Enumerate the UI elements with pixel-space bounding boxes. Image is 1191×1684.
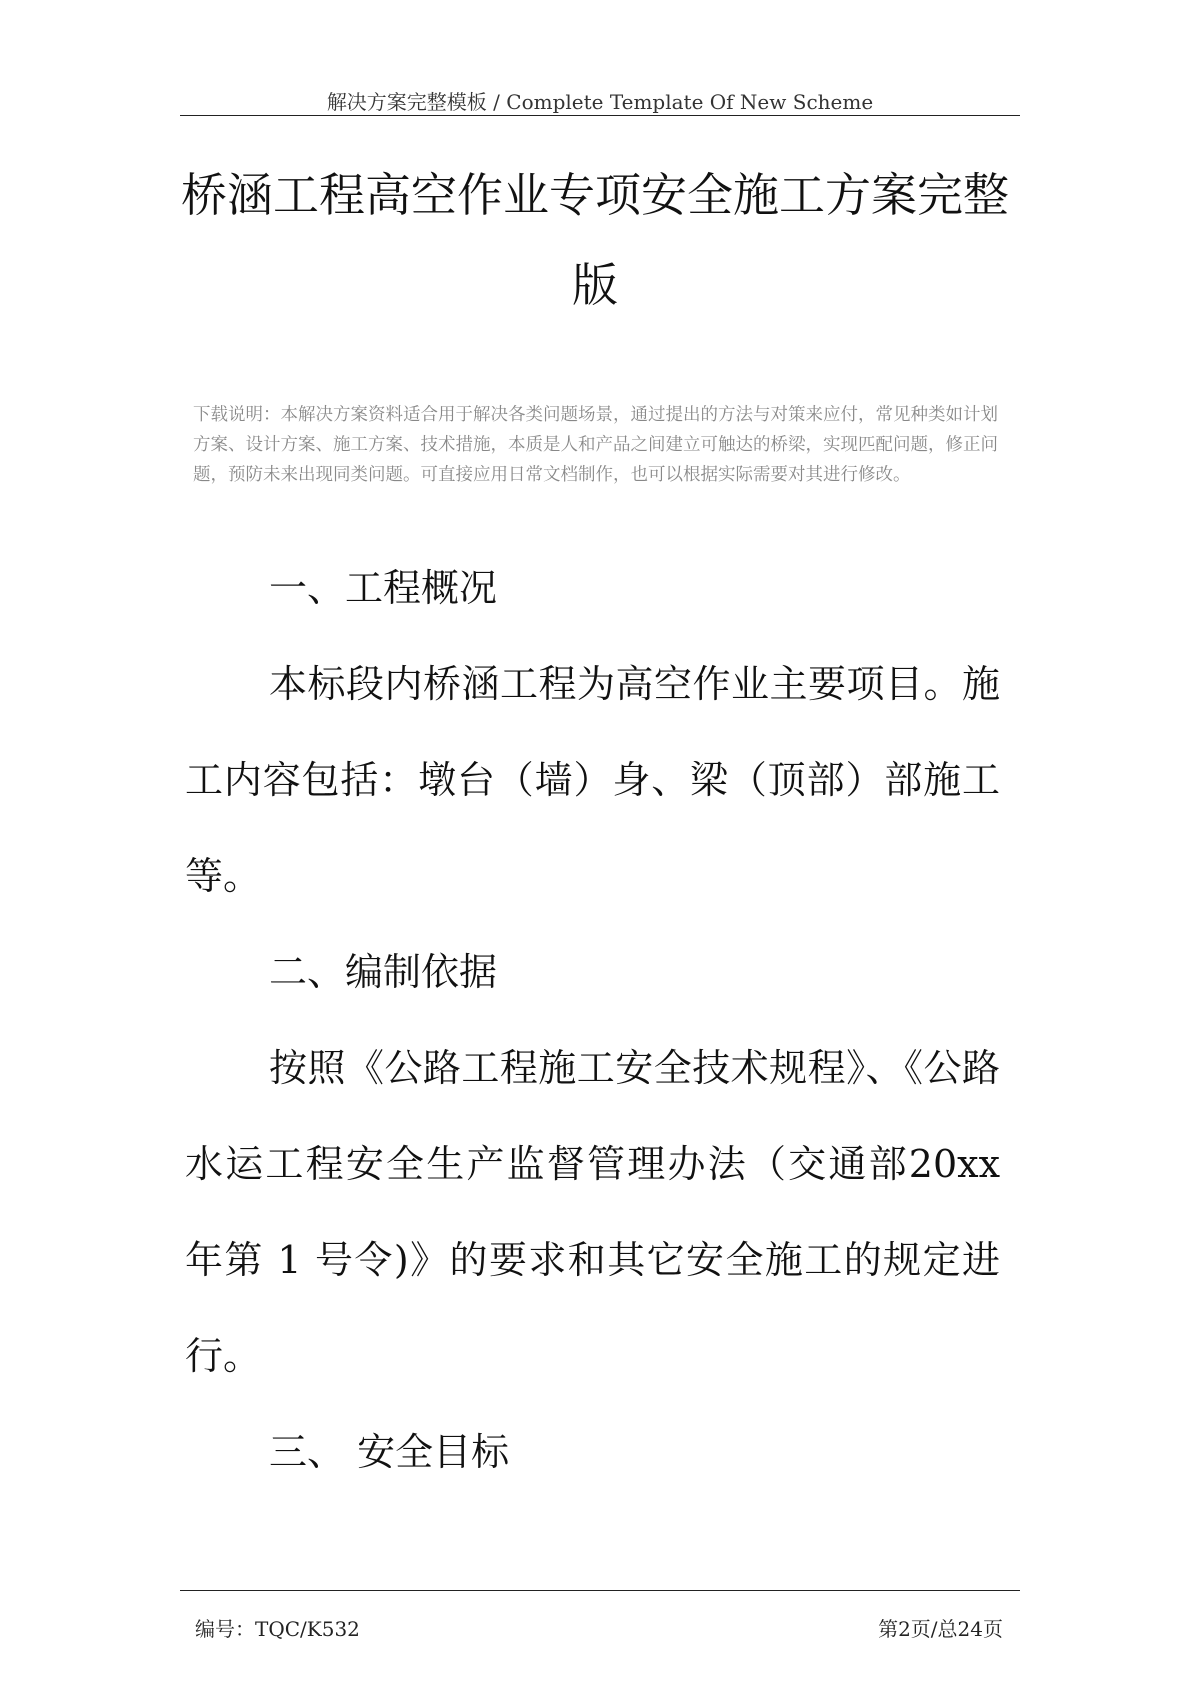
document-body	[185, 540, 1000, 1500]
page-header: 解决方案完整模板 / Complete Template Of New Scheme	[326, 90, 874, 114]
paragraph-overview: 本标段内桥涵工程为高空作业主要项目。施工内容包括：墩台（墙）身、梁（顶部）部施工等。	[185, 662, 1000, 898]
header-divider	[180, 115, 1020, 116]
document-number: 编号：TQC/K532	[195, 1617, 360, 1641]
section-heading-overview: 一、工程概况	[269, 566, 498, 610]
paragraph-basis: 按照《公路工程施工安全技术规程》、《公路水运工程安全生产监督管理办法（交通部20xx 年第 1 号令)》的要求和其它安全施工的规定进行。	[185, 1046, 1000, 1378]
section-heading-safety-goal: 三、 安全目标	[269, 1430, 510, 1474]
page-indicator: 第2页/总24页	[878, 1617, 1003, 1641]
section-heading-basis: 二、编制依据	[269, 950, 498, 994]
document-title: 桥涵工程高空作业专项安全施工方案完整版	[181, 168, 1009, 312]
download-note: 下载说明：本解决方案资料适合用于解决各类问题场景，通过提出的方法与对策来应付，常见种类如计划方案、设计方案、施工方案、技术措施，本质是人和产品之间建立可触达的桥梁，实现匹配问题，修正问题，预防未来出现同类问题。可直接应用日常文档制作，也可以根据实际需要对其进行修改。	[193, 405, 998, 485]
footer-divider	[180, 1590, 1020, 1591]
